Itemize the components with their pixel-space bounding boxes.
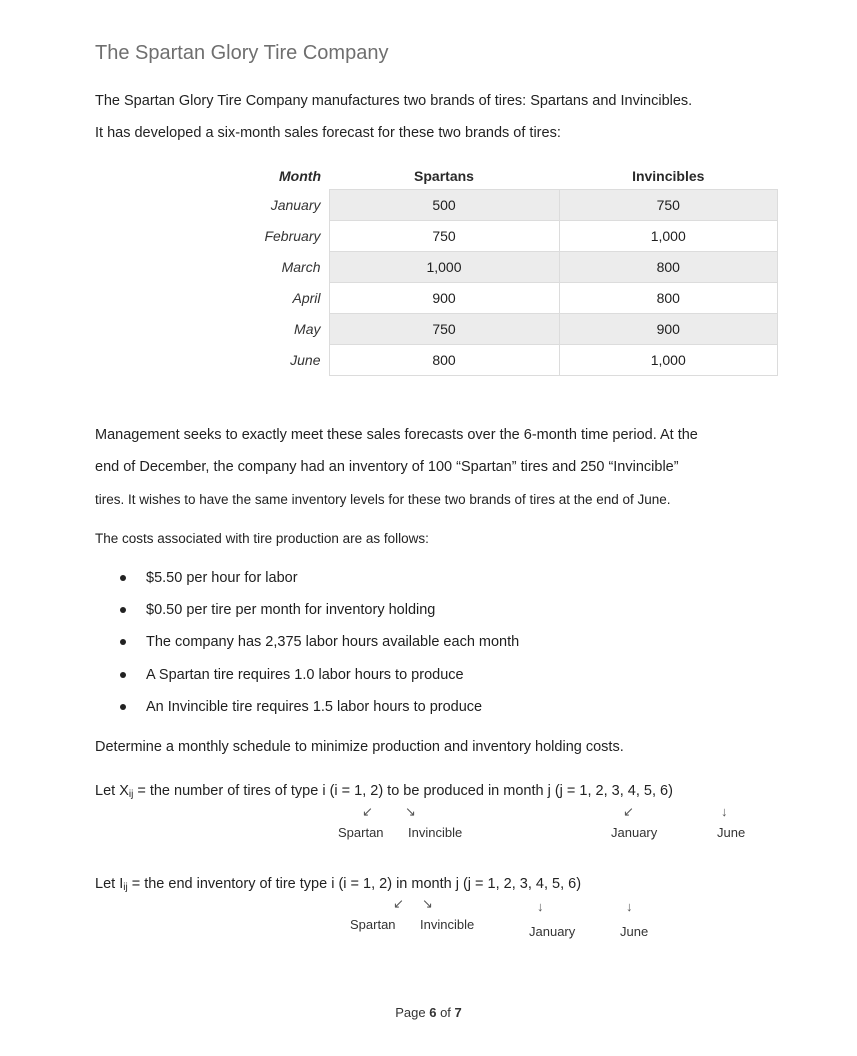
- arrow-down-icon: ↓: [626, 899, 633, 914]
- month-cell: January: [270, 197, 321, 213]
- page-footer: Page 6 of 7: [395, 1005, 462, 1020]
- invincibles-cell: 750: [559, 190, 778, 221]
- intro-line-1: The Spartan Glory Tire Company manufactures two brands of tires: Spartans and Invincibles.: [95, 93, 693, 109]
- bullet-icon: [120, 575, 126, 581]
- table-row: [251, 221, 778, 252]
- table-row: [251, 283, 778, 314]
- arrow-down-left-icon: ↙: [362, 804, 373, 819]
- bullet-icon: [120, 704, 126, 710]
- management-line-2: end of December, the company had an inventory of 100 “Spartan” tires and 250 “Invincible”: [95, 459, 679, 475]
- month-cell: March: [281, 259, 321, 275]
- label-january: January: [611, 825, 658, 840]
- objective-text: Determine a monthly schedule to minimize production and inventory holding costs.: [95, 739, 624, 755]
- variable-i-subscript: ij: [123, 882, 128, 893]
- list-item: [120, 663, 519, 695]
- header-month: Month: [279, 168, 321, 185]
- table-header-row: [251, 163, 778, 190]
- arrow-down-icon: ↓: [537, 899, 544, 914]
- variable-i-symbol: I: [119, 876, 124, 892]
- label-january: January: [529, 924, 576, 939]
- spartans-cell: 750: [329, 221, 559, 252]
- page-number: 6: [429, 1005, 437, 1020]
- spartans-cell: 750: [329, 314, 559, 345]
- label-spartan: Spartan: [338, 825, 384, 840]
- bullet-text: The company has 2,375 labor hours available each month: [146, 634, 520, 651]
- list-item: [120, 566, 519, 598]
- bullet-text: An Invincible tire requires 1.5 labor hours to produce: [146, 698, 483, 715]
- variable-i-definition: Let $I_{ij}$ = the end inventory of tire type i (i = 1, 2) in month j (j = 1, 2, 3, 4, 5, 6): [95, 876, 582, 893]
- table-row: [251, 345, 778, 376]
- invincibles-cell: 800: [559, 283, 778, 314]
- month-cell: May: [294, 321, 321, 337]
- variable-x-definition: Let $X_{ij}$ = the number of tires of type i (i = 1, 2) to be produced in month j (j = 1, 2, 3, 4, 5, 6): [95, 783, 673, 800]
- list-item: [120, 630, 519, 662]
- table-row: [251, 314, 778, 345]
- label-invincible: Invincible: [408, 825, 463, 840]
- arrow-down-left-icon: ↙: [393, 896, 404, 911]
- page-total: 7: [454, 1005, 462, 1020]
- sales-forecast-table: [251, 163, 778, 376]
- bullet-text: $5.50 per hour for labor: [146, 570, 298, 586]
- intro-line-2: It has developed a six-month sales forecast for these two brands of tires:: [95, 125, 561, 141]
- label-june: June: [717, 825, 746, 840]
- table-row: [251, 190, 778, 221]
- header-spartans: Spartans: [414, 168, 474, 184]
- bullet-text: A Spartan tire requires 1.0 labor hours to produce: [146, 666, 464, 683]
- arrow-down-right-icon: ↘: [405, 804, 416, 819]
- arrow-down-left-icon: ↙: [623, 804, 634, 819]
- table-row: [251, 252, 778, 283]
- label-spartan: Spartan: [350, 917, 396, 932]
- management-line-3: tires. It wishes to have the same inventory levels for these two brands of tires at the end of June.: [95, 492, 671, 507]
- bullet-text: $0.50 per tire per month for inventory holding: [146, 602, 436, 619]
- bullet-icon: [120, 607, 126, 613]
- spartans-cell: 500: [329, 190, 559, 221]
- month-cell: April: [292, 290, 321, 306]
- document-title: The Spartan Glory Tire Company: [95, 42, 389, 64]
- bullet-icon: [120, 639, 126, 645]
- label-june: June: [620, 924, 649, 939]
- variable-x-subscript: ij: [128, 789, 134, 800]
- management-line-1: Management seeks to exactly meet these sales forecasts over the 6-month time period. At the: [95, 427, 698, 443]
- list-item: [120, 695, 519, 727]
- month-cell: June: [290, 352, 321, 368]
- cost-bullet-list: [120, 566, 519, 727]
- spartans-cell: 800: [329, 345, 559, 376]
- spartans-cell: 900: [329, 283, 559, 314]
- header-invincibles: Invincibles: [632, 168, 705, 184]
- label-invincible: Invincible: [420, 917, 475, 932]
- invincibles-cell: 1,000: [559, 345, 778, 376]
- month-cell: February: [264, 228, 321, 244]
- invincibles-cell: 1,000: [559, 221, 778, 252]
- spartans-cell: 1,000: [329, 252, 559, 283]
- costs-intro: The costs associated with tire production are as follows:: [95, 531, 429, 546]
- arrow-down-icon: ↓: [721, 804, 728, 819]
- invincibles-cell: 900: [559, 314, 778, 345]
- arrow-down-right-icon: ↘: [422, 896, 433, 911]
- bullet-icon: [120, 672, 126, 678]
- list-item: [120, 598, 519, 630]
- invincibles-cell: 800: [559, 252, 778, 283]
- variable-x-symbol: X: [119, 783, 129, 799]
